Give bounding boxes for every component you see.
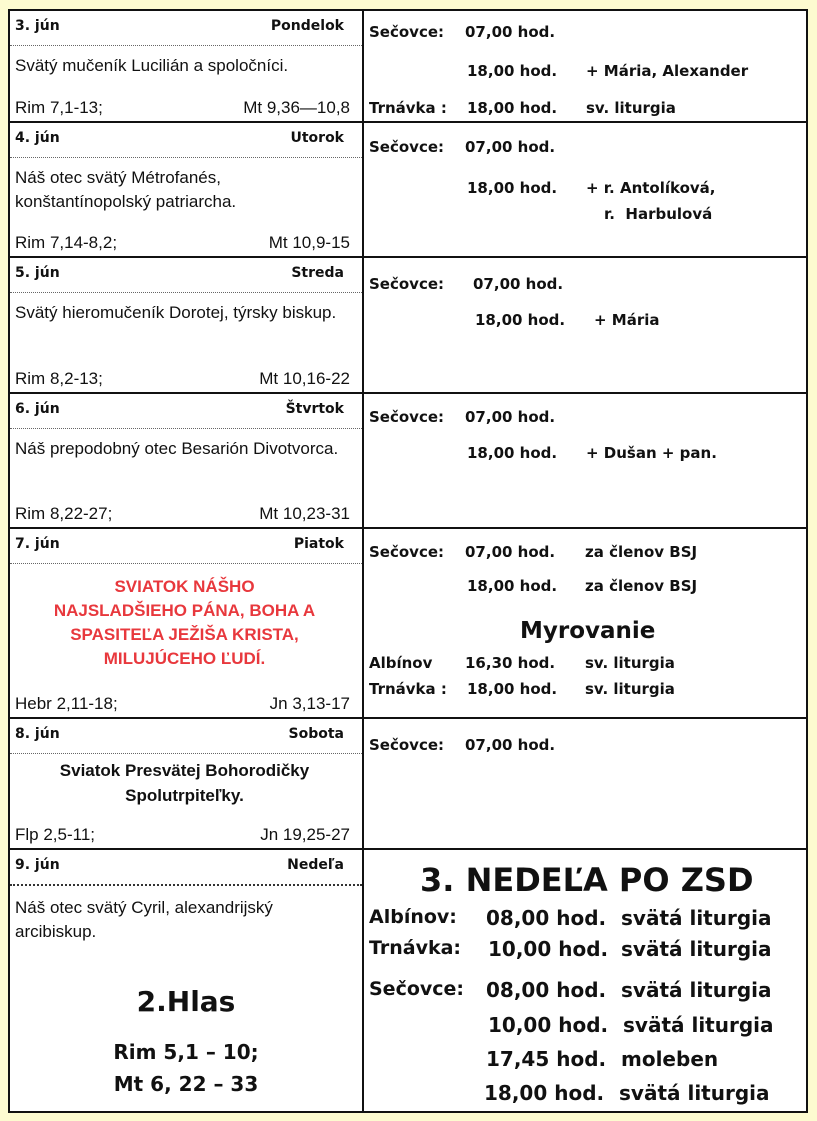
- sunday-title: 3. NEDEĽA PO ZSD: [420, 861, 754, 899]
- day-header: [10, 123, 362, 158]
- service-time: 07,00 hod.: [465, 23, 556, 41]
- day-date: 4. jún: [15, 130, 60, 146]
- day-date: 5. jún: [15, 265, 60, 281]
- service-note: r. Harbulová: [604, 205, 713, 223]
- feast-line: SPASITEĽA JEŽIŠA KRISTA,: [70, 625, 299, 644]
- day-weekday: Štvrtok: [285, 401, 344, 417]
- saint-text: Náš otec svätý Cyril, alexandrijský arcibiskup.: [15, 898, 273, 941]
- day-cell: [10, 11, 362, 121]
- service-place: Sečovce:: [369, 275, 445, 293]
- service-note: sv. liturgia: [585, 680, 675, 698]
- saint-text: Svätý hieromučeník Dorotej, týrsky biskup.: [15, 303, 337, 322]
- service-time: 16,30 hod.: [465, 654, 556, 672]
- day-cell: [10, 394, 362, 527]
- gospel-reading: Mt 9,36—10,8: [243, 98, 350, 117]
- day-cell: [10, 719, 362, 848]
- day-date: 8. jún: [15, 726, 60, 742]
- epistle-reading: Flp 2,5-11;: [15, 825, 96, 844]
- service-note: za členov BSJ: [585, 577, 698, 595]
- gospel-reading: Mt 10,16-22: [259, 369, 350, 388]
- feast-line: Sviatok Presvätej Bohorodičky: [59, 761, 310, 780]
- service-time: 18,00 hod.: [467, 680, 558, 698]
- service-time: 08,00 hod.: [486, 978, 607, 1002]
- service-time: 07,00 hod.: [465, 138, 556, 156]
- saint-text: Náš otec svätý Métrofanés, konštantínopolský patriarcha.: [15, 168, 237, 211]
- epistle-reading: Rim 7,1-13;: [15, 98, 103, 117]
- gospel-reading: Mt 6, 22 – 33: [113, 1072, 259, 1096]
- feast-title: [15, 758, 354, 808]
- service-time: 18,00 hod.: [484, 1081, 605, 1105]
- service-note: za členov BSJ: [585, 543, 698, 561]
- service-place: Sečovce:: [369, 408, 445, 426]
- epistle-reading: Rim 5,1 – 10;: [113, 1040, 259, 1064]
- day-weekday: Sobota: [288, 726, 344, 742]
- day-date: 3. jún: [15, 18, 60, 34]
- saint-text: Náš prepodobný otec Besarión Divotvorca.: [15, 439, 339, 458]
- day-cell: [10, 850, 362, 1113]
- service-time: 17,45 hod.: [486, 1047, 607, 1071]
- feast-title: [15, 575, 354, 671]
- service-time: 10,00 hod.: [488, 937, 609, 961]
- service-place: Sečovce:: [369, 543, 445, 561]
- day-cell: [10, 123, 362, 256]
- epistle-reading: Hebr 2,11-18;: [15, 694, 118, 713]
- day-header: [10, 719, 362, 754]
- epistle-reading: Rim 8,22-27;: [15, 504, 113, 523]
- tone-label: 2.Hlas: [136, 985, 236, 1018]
- service-time: 08,00 hod.: [486, 906, 607, 930]
- day-weekday: Pondelok: [270, 18, 344, 34]
- gospel-reading: Jn 3,13-17: [269, 694, 350, 713]
- day-date: 9. jún: [15, 857, 60, 873]
- day-weekday: Piatok: [293, 536, 344, 552]
- epistle-reading: Rim 8,2-13;: [15, 369, 103, 388]
- service-time: 07,00 hod.: [473, 275, 564, 293]
- service-note: + Mária, Alexander: [586, 62, 749, 80]
- day-weekday: Streda: [291, 265, 344, 281]
- service-note: + r. Antolíková,: [586, 179, 716, 197]
- service-note: + Dušan + pan.: [586, 444, 717, 462]
- service-note: + Mária: [594, 311, 660, 329]
- service-time: 07,00 hod.: [465, 543, 556, 561]
- service-place: Sečovce:: [369, 138, 445, 156]
- service-note: svätá liturgia: [623, 1013, 774, 1037]
- saint-text: Svätý mučeník Lucilián a spoločníci.: [15, 56, 289, 75]
- day-cell: [10, 258, 362, 392]
- day-date: 7. jún: [15, 536, 60, 552]
- day-weekday: Nedeľa: [287, 857, 344, 873]
- feast-line: Spolutrpiteľky.: [125, 786, 244, 805]
- service-time: 07,00 hod.: [465, 736, 556, 754]
- service-place: Trnávka :: [369, 99, 447, 117]
- service-note: sv. liturgia: [586, 99, 676, 117]
- day-cell: [10, 529, 362, 717]
- service-time: 10,00 hod.: [488, 1013, 609, 1037]
- service-time: 18,00 hod.: [467, 179, 558, 197]
- day-header: [10, 529, 362, 564]
- service-place: Albínov:: [369, 906, 457, 928]
- service-note: svätá liturgia: [621, 978, 772, 1002]
- service-note: svätá liturgia: [621, 906, 772, 930]
- day-date: 6. jún: [15, 401, 60, 417]
- day-weekday: Utorok: [290, 130, 344, 146]
- gospel-reading: Mt 10,23-31: [259, 504, 350, 523]
- myrovanie-heading: Myrovanie: [520, 618, 656, 644]
- service-place: Trnávka :: [369, 680, 447, 698]
- feast-line: MILUJÚCEHO ĽUDÍ.: [103, 649, 266, 668]
- gospel-reading: Mt 10,9-15: [268, 233, 350, 252]
- service-time: 18,00 hod.: [467, 62, 558, 80]
- gospel-reading: Jn 19,25-27: [260, 825, 350, 844]
- service-place: Sečovce:: [369, 736, 445, 754]
- epistle-reading: Rim 7,14-8,2;: [15, 233, 118, 252]
- day-header: [10, 850, 362, 886]
- day-header: [10, 394, 362, 429]
- service-time: 18,00 hod.: [467, 99, 558, 117]
- service-time: 18,00 hod.: [475, 311, 566, 329]
- day-header: [10, 11, 362, 46]
- schedule-sheet: [8, 9, 808, 1113]
- service-note: svätá liturgia: [621, 937, 772, 961]
- service-time: 18,00 hod.: [467, 444, 558, 462]
- service-note: svätá liturgia: [619, 1081, 770, 1105]
- service-place: Trnávka:: [369, 937, 462, 959]
- service-time: 07,00 hod.: [465, 408, 556, 426]
- service-note: moleben: [621, 1047, 719, 1071]
- service-time: 18,00 hod.: [467, 577, 558, 595]
- service-place: Sečovce:: [369, 23, 445, 41]
- feast-line: NAJSLADŠIEHO PÁNA, BOHA A: [53, 601, 316, 620]
- service-place: Sečovce:: [369, 978, 465, 1000]
- service-note: sv. liturgia: [585, 654, 675, 672]
- column-divider: [362, 11, 364, 1111]
- feast-line: SVIATOK NÁŠHO: [114, 577, 255, 596]
- service-place: Albínov: [369, 654, 433, 672]
- day-header: [10, 258, 362, 293]
